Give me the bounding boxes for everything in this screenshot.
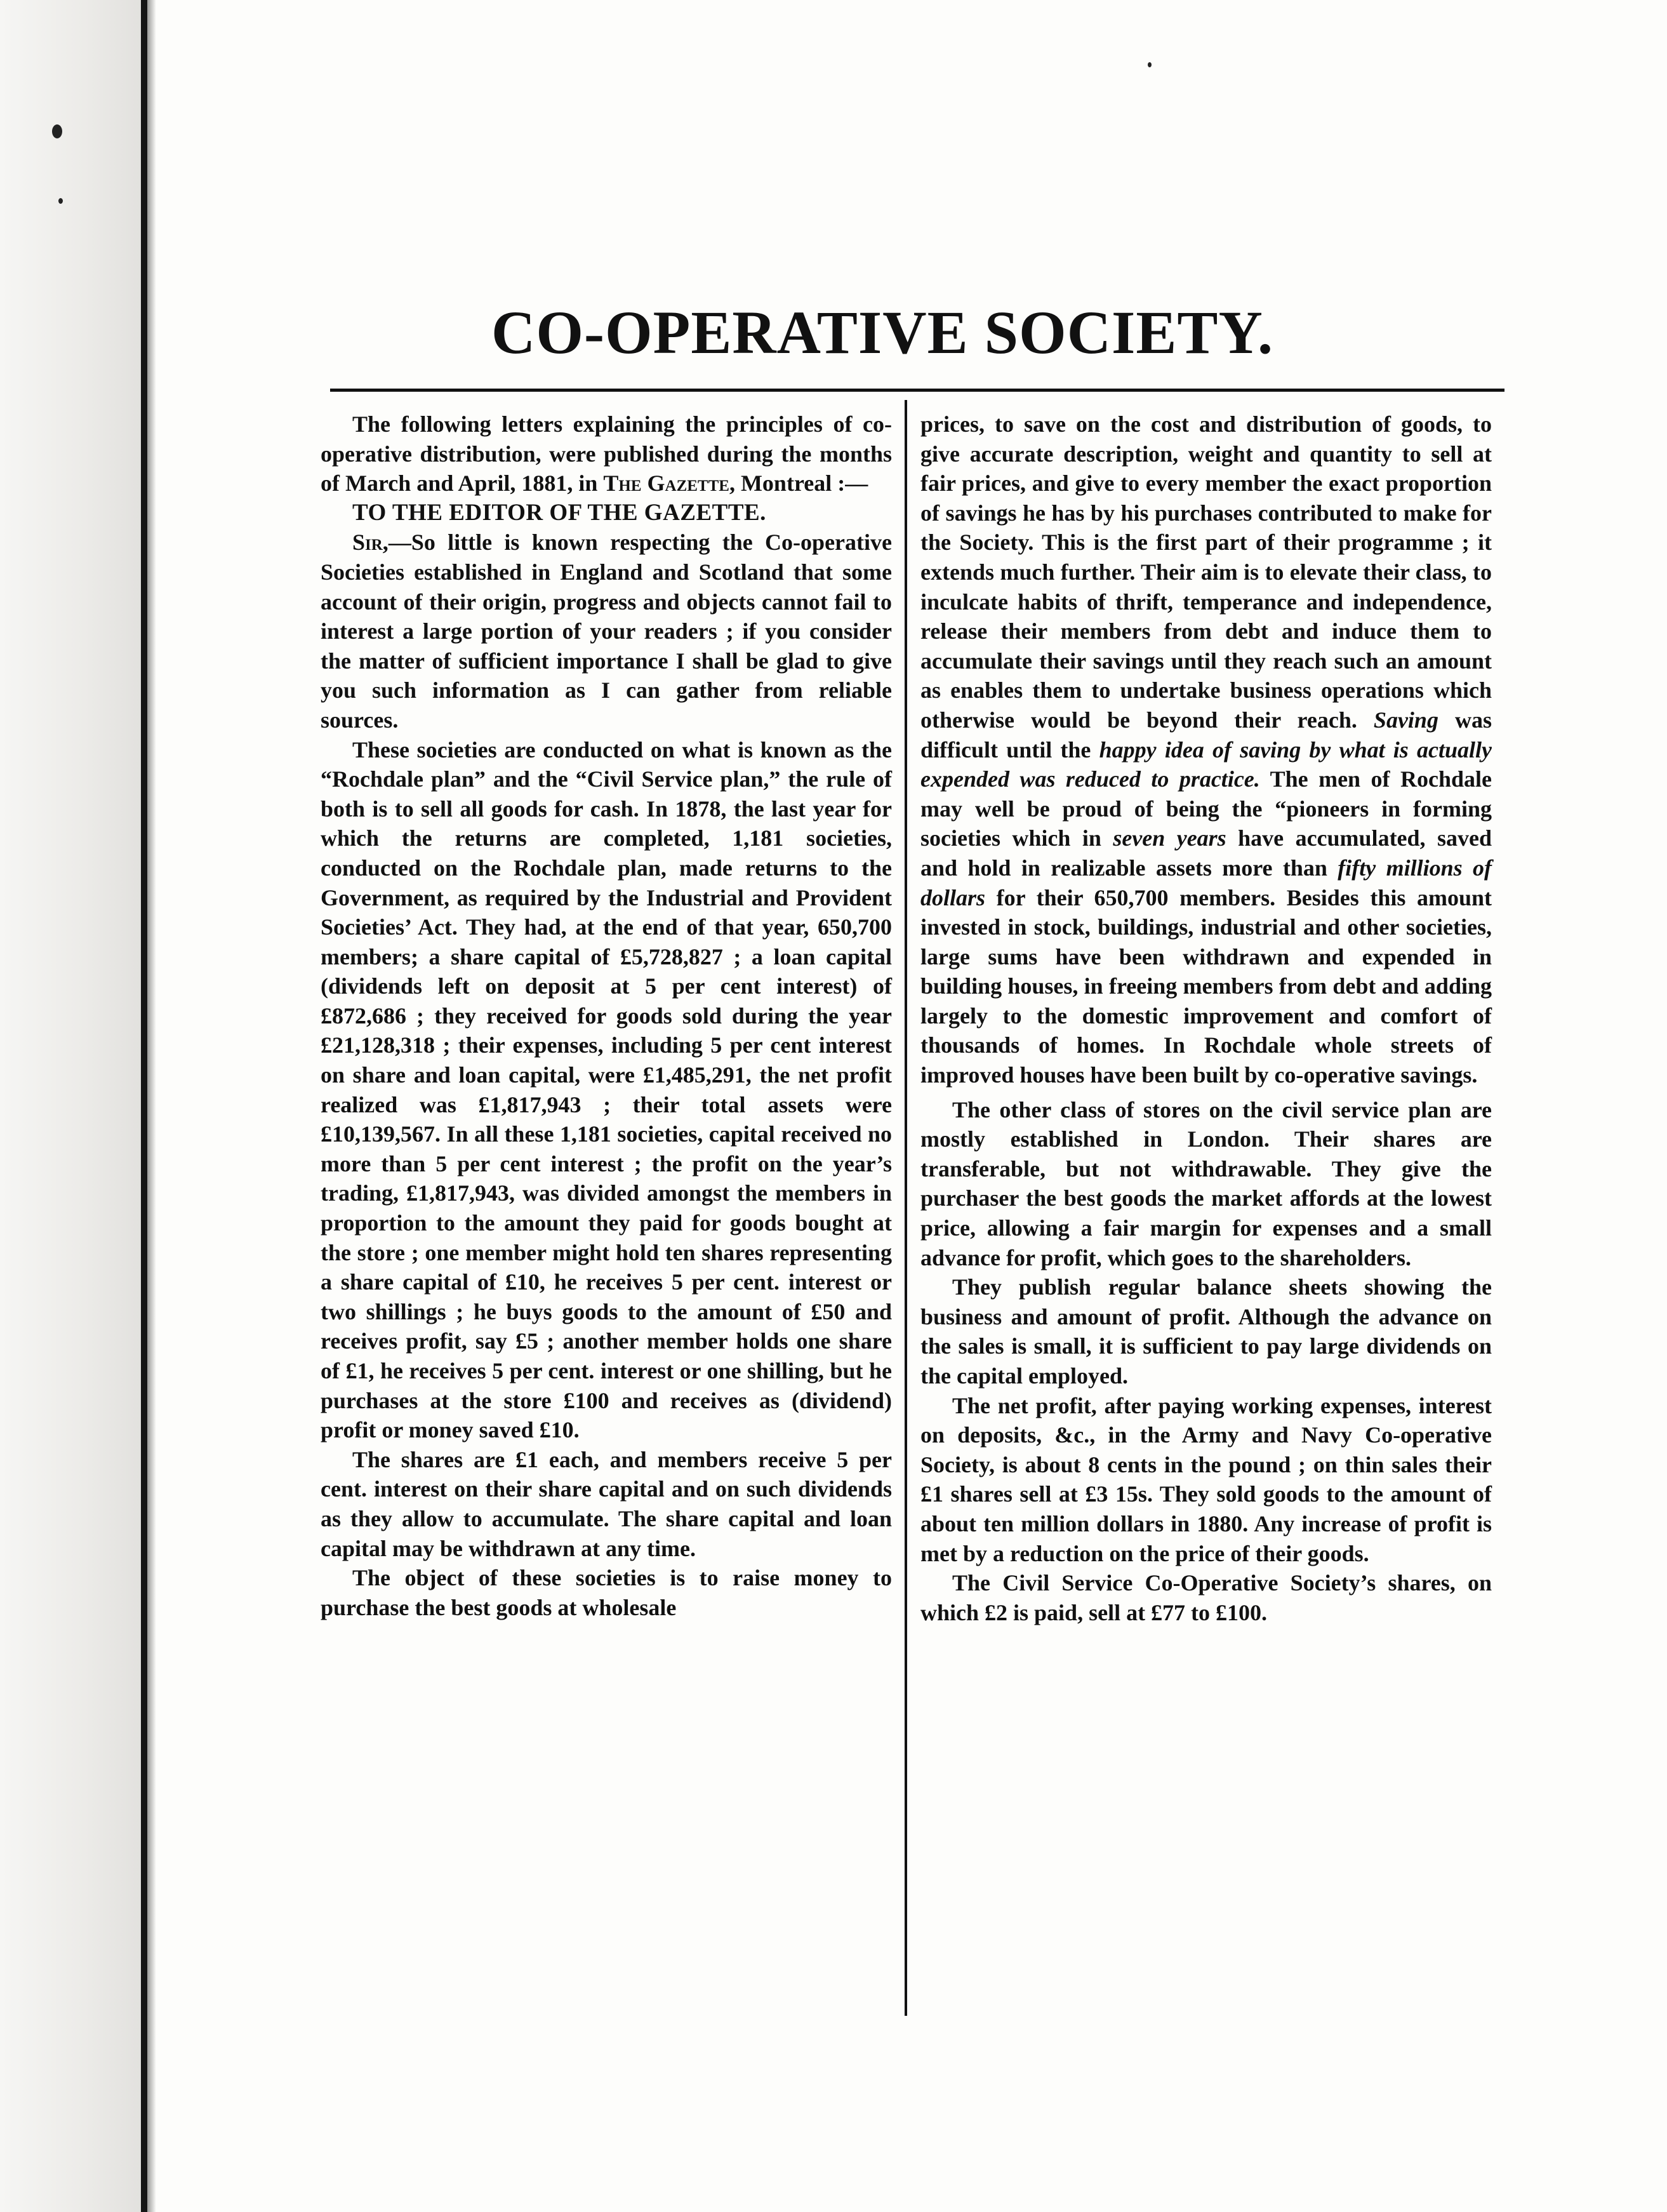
continued-text: The men of Rochdale may well be proud of being the “pioneers in forming societies which in xyxy=(920,766,1492,851)
paragraph-civil-society: The Civil Service Co-Operative Society’s shares, on which £2 is paid, sell at £77 to £100. xyxy=(920,1570,1492,1625)
binding-shadow xyxy=(147,0,156,2212)
fifty-millions-phrase: fifty millions of dollars xyxy=(920,855,1492,910)
paragraph-net-profit: The net profit, after paying working expenses, interest on deposits, &c., in the Army and Navy Co-operative Society, is about 8 cents in the pound ; on thin sales their £1 shares sell at £3 15s. They sold goods to the amount of about ten million dollars in 1880. Any increase of profit is met by a reduction on the price of their goods. xyxy=(920,1392,1492,1566)
happy-idea-phrase: happy idea of saving by what is actually expended was reduced to practice. xyxy=(920,736,1492,792)
paragraph-sir-text: —So little is known respecting the Co-operative Societies established in England and Scotland that some account of their origin, progress and objects cannot fail to interest a large portion of your readers ; if you consider the matter of sufficient importance I shall be glad to give you such information as I can gather from reliable sources. xyxy=(321,530,892,733)
scan-speck xyxy=(52,124,62,138)
continued-text: have accumulated, saved and hold in realizable assets more than xyxy=(920,825,1492,881)
intro-text: The following letters explaining the principles of co-operative distribution, were published during the months of March and April, 1881, in xyxy=(321,411,892,496)
scan-speck xyxy=(1148,62,1152,67)
gazette-name: The Gazette xyxy=(603,470,729,496)
page-gutter xyxy=(0,0,141,2212)
intro-paragraph xyxy=(321,410,892,498)
scan-speck xyxy=(58,198,63,204)
paragraph-sir xyxy=(321,528,892,735)
salutation: Sir, xyxy=(352,530,389,556)
left-column xyxy=(321,410,892,1622)
letter-heading: TO THE EDITOR OF THE GAZETTE. xyxy=(352,499,766,526)
paragraph-plans: These societies are conducted on what is known as the “Rochdale plan” and the “Civil Service plan,” the rule of both is to sell all goods for cash. In 1878, the last year for which the returns are completed, 1,181 societies, conducted on the Rochdale plan, made returns to the Government, as required by the Industrial and Provident Societies’ Act. They had, at the end of that year, 650,700 members; a share capital of £5,728,827 ; a loan capital (dividends left on deposit at 5 per cent interest) of £872,686 ; they received for goods sold during the year £21,128,318 ; their expenses, including 5 per cent interest on share and loan capital, were £1,485,291, the net profit realized was £1,817,943 ; their total assets were £10,139,567. In all these 1,181 societies, capital received no more than 5 per cent interest ; the profit on the year’s trading, £1,817,943, was divided amongst the members in proportion to the amount they paid for goods bought at the store ; one member might hold ten shares representing a share capital of £10, he receives 5 per cent. interest or two shillings ; he buys goods to the amount of £50 and receives profit, say £5 ; another member holds one share of £1, he receives 5 per cent. interest or one shilling, but he purchases at the store £100 and receives as (dividend) profit or money saved £10. xyxy=(321,736,892,1443)
binding-edge xyxy=(141,0,147,2212)
paragraph-continued xyxy=(920,410,1492,1090)
right-column xyxy=(920,410,1492,1627)
page-title: CO-OPERATIVE SOCIETY. xyxy=(491,298,1273,366)
continued-text: was difficult until the xyxy=(920,707,1492,763)
column-divider xyxy=(905,400,907,2016)
continued-text: for their 650,700 members. Besides this amount invested in stock, buildings, industrial and other societies, large sums have been withdrawn and expended in building houses, in freeing members from debt and adding largely to the domestic improvement and comfort of thousands of homes. In Rochdale whole streets of improved houses have been built by co-operative savings. xyxy=(920,884,1492,1088)
paragraph-balance-sheets: They publish regular balance sheets showing the business and amount of profit. Although the advance on the sales is small, it is sufficient to pay large dividends on the capital employed. xyxy=(920,1274,1492,1389)
paragraph-object: The object of these societies is to raise money to purchase the best goods at wholesale xyxy=(321,1565,892,1620)
intro-tail: , Montreal :— xyxy=(729,470,868,496)
saving-word: Saving xyxy=(1373,707,1438,733)
title-rule xyxy=(330,389,1504,392)
continued-text: prices, to save on the cost and distribution of goods, to give accurate description, weight and quantity to sell at fair prices, and give to every member the exact proportion of savings he has by his purchases contributed to make for the Society. This is the first part of their programme ; it extends much further. Their aim is to elevate their class, to inculcate habits of thrift, temperance and independence, release their members from debt and induce them to accumulate their savings until they reach such an amount as enables them to undertake business operations which otherwise would be beyond their reach. xyxy=(920,411,1492,733)
paragraph-shares: The shares are £1 each, and members receive 5 per cent. interest on their share capital and on such dividends as they allow to accumulate. The share capital and loan capital may be withdrawn at any time. xyxy=(321,1446,892,1561)
paragraph-civil-service: The other class of stores on the civil service plan are mostly established in London. Their shares are transferable, but not withdrawable. They give the purchaser the best goods the market affords at the lowest price, allowing a fair margin for expenses and a small advance for profit, which goes to the shareholders. xyxy=(920,1096,1492,1270)
seven-years-phrase: seven years xyxy=(1113,825,1226,851)
